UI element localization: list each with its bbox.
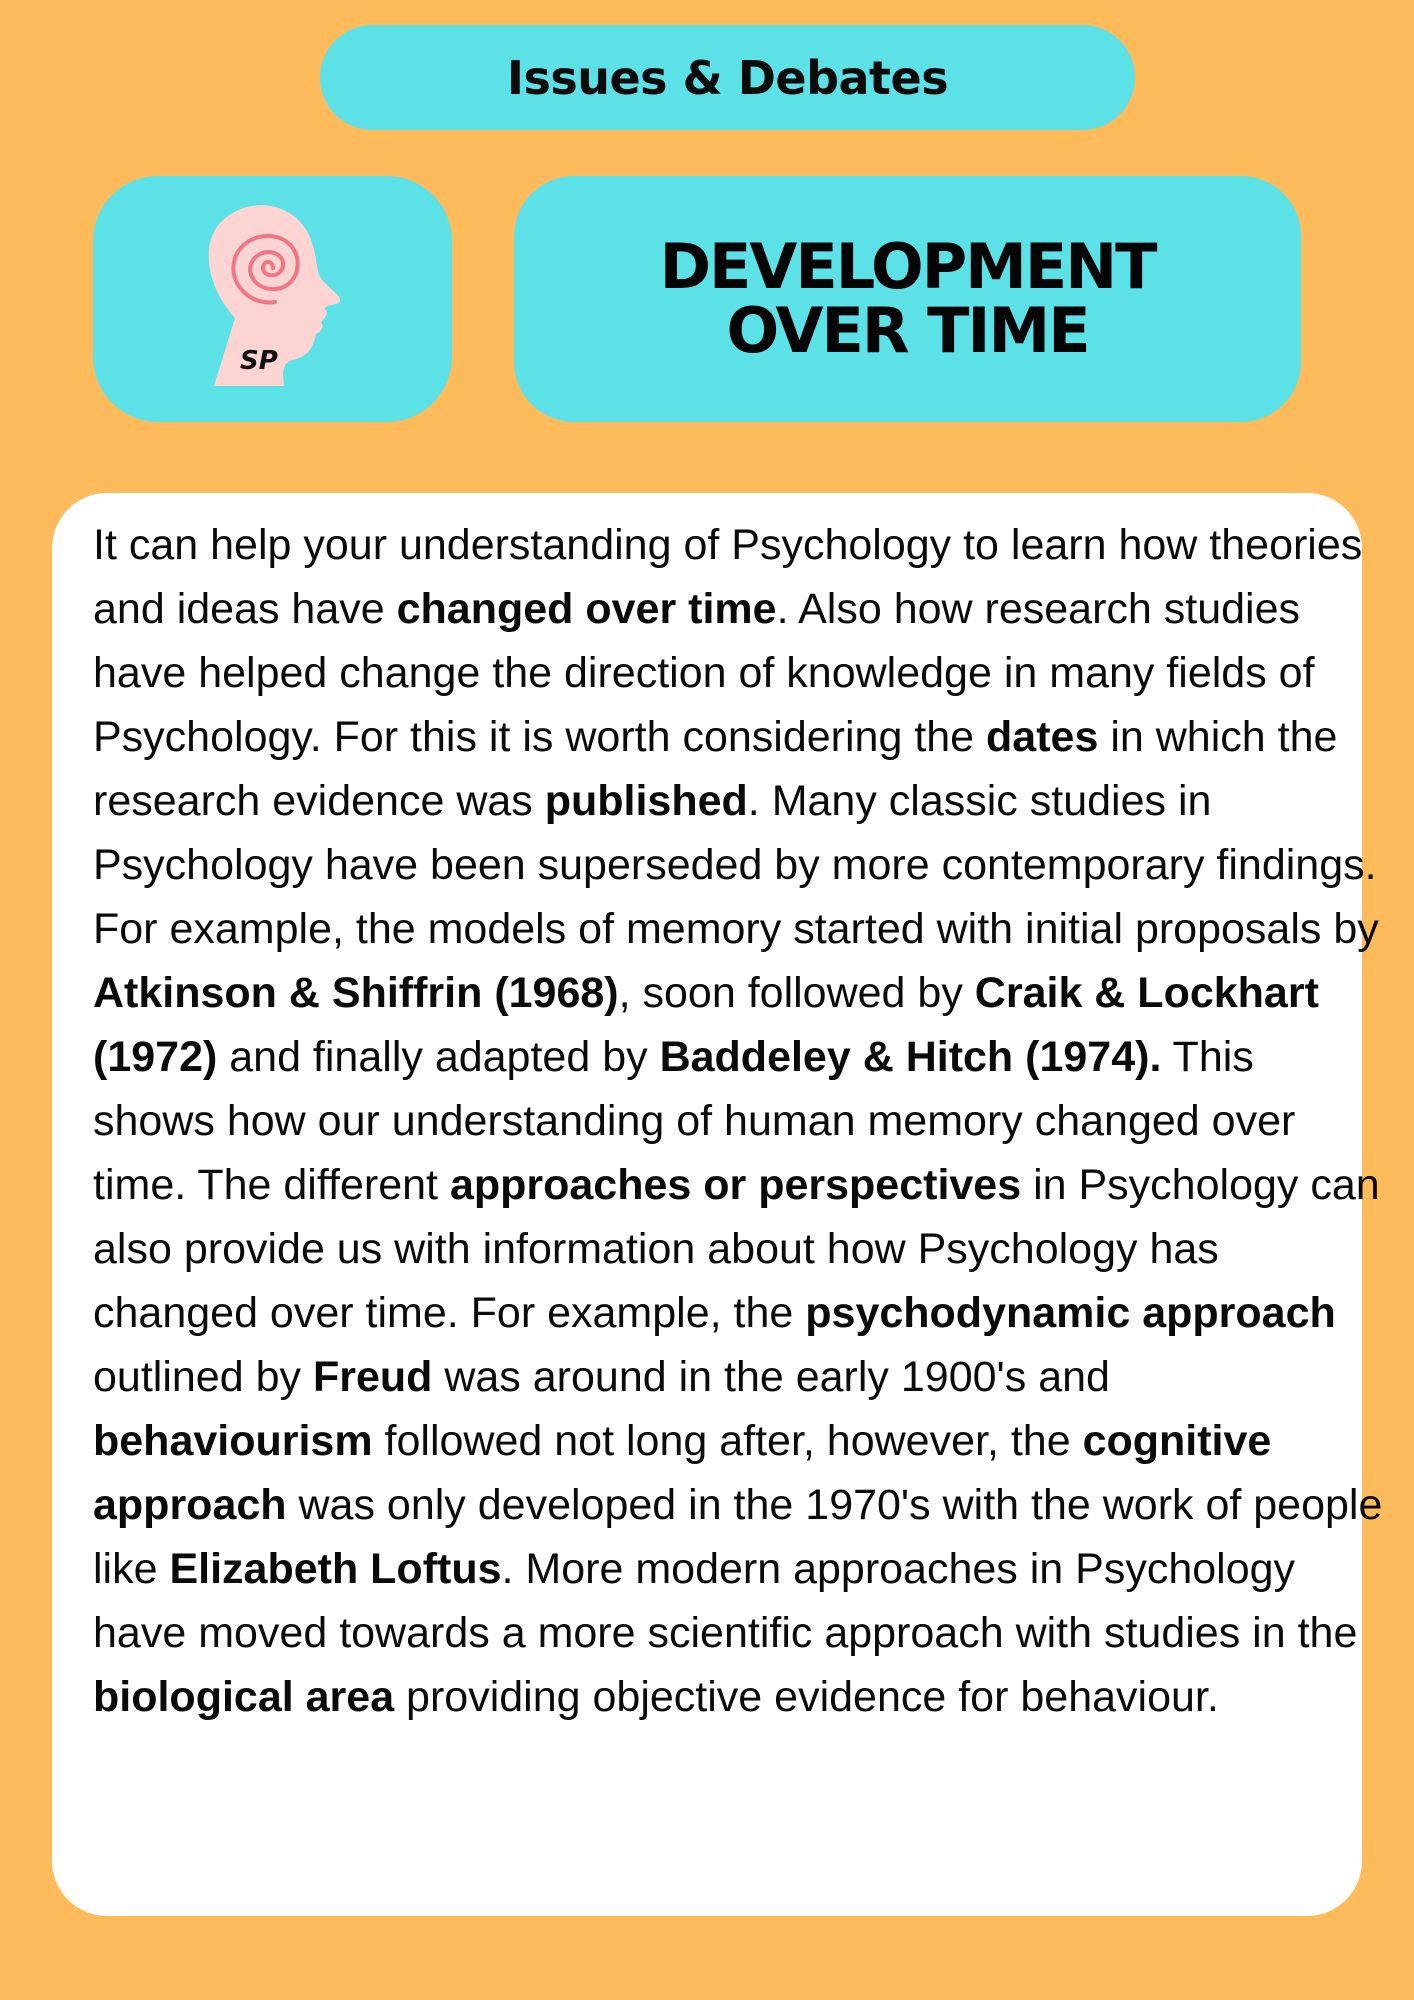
bold-run: changed over time bbox=[396, 585, 777, 633]
bold-run: approaches or perspectives bbox=[449, 1161, 1022, 1209]
text-run: outlined by bbox=[93, 1353, 313, 1401]
text-run: was around in the early 1900's and bbox=[432, 1353, 1110, 1401]
title-line-2: OVER TIME bbox=[726, 294, 1089, 367]
text-run: . Also how research studies have helped change the direction of knowledge in many fields of Psychology. For this it is worth considering the bbox=[93, 585, 1315, 761]
bold-run: Craik & Lockhart (1972) bbox=[93, 969, 1319, 1081]
category-pill bbox=[320, 25, 1135, 130]
category-label: Issues & Debates bbox=[506, 50, 949, 105]
bold-run: psychodynamic approach bbox=[805, 1289, 1336, 1337]
bold-run: Atkinson & Shiffrin (1968) bbox=[93, 969, 619, 1017]
bold-run: published bbox=[544, 777, 748, 825]
text-run: in Psychology can also provide us with information about how Psychology has changed over time. For example, the bbox=[93, 1161, 1380, 1337]
text-run: followed not long after, however, the bbox=[372, 1417, 1083, 1465]
bold-run: Freud bbox=[312, 1353, 433, 1401]
logo-initials: SP bbox=[240, 346, 278, 376]
text-run: , soon followed by bbox=[618, 969, 975, 1017]
body-paragraph bbox=[93, 513, 1383, 1729]
text-run: . Many classic studies in Psychology have been superseded by more contemporary findings. For example, the models of memory started with initial proposals by bbox=[93, 777, 1379, 953]
text-run: It can help your understanding of Psychology to learn how theories and ideas have bbox=[93, 521, 1363, 633]
bold-run: cognitive approach bbox=[93, 1417, 1272, 1529]
text-run: in which the research evidence was bbox=[93, 713, 1338, 825]
title-line-1: DEVELOPMENT bbox=[659, 230, 1156, 303]
title-box bbox=[514, 176, 1301, 422]
bold-run: biological area bbox=[93, 1673, 395, 1721]
bold-run: behaviourism bbox=[93, 1417, 373, 1465]
text-run: and finally adapted by bbox=[217, 1033, 660, 1081]
text-run: was only developed in the 1970's with the work of people like bbox=[93, 1481, 1383, 1593]
head-spiral-icon bbox=[93, 176, 452, 422]
text-run: This shows how our understanding of human memory changed over time. The different bbox=[93, 1033, 1296, 1209]
bold-run: Elizabeth Loftus bbox=[169, 1545, 502, 1593]
text-run: providing objective evidence for behaviour. bbox=[394, 1673, 1219, 1721]
bold-run: Baddeley & Hitch (1974). bbox=[659, 1033, 1162, 1081]
logo-box bbox=[93, 176, 452, 422]
bold-run: dates bbox=[986, 713, 1099, 761]
text-run: . More modern approaches in Psychology have moved towards a more scientific approach with studies in the bbox=[93, 1545, 1358, 1657]
